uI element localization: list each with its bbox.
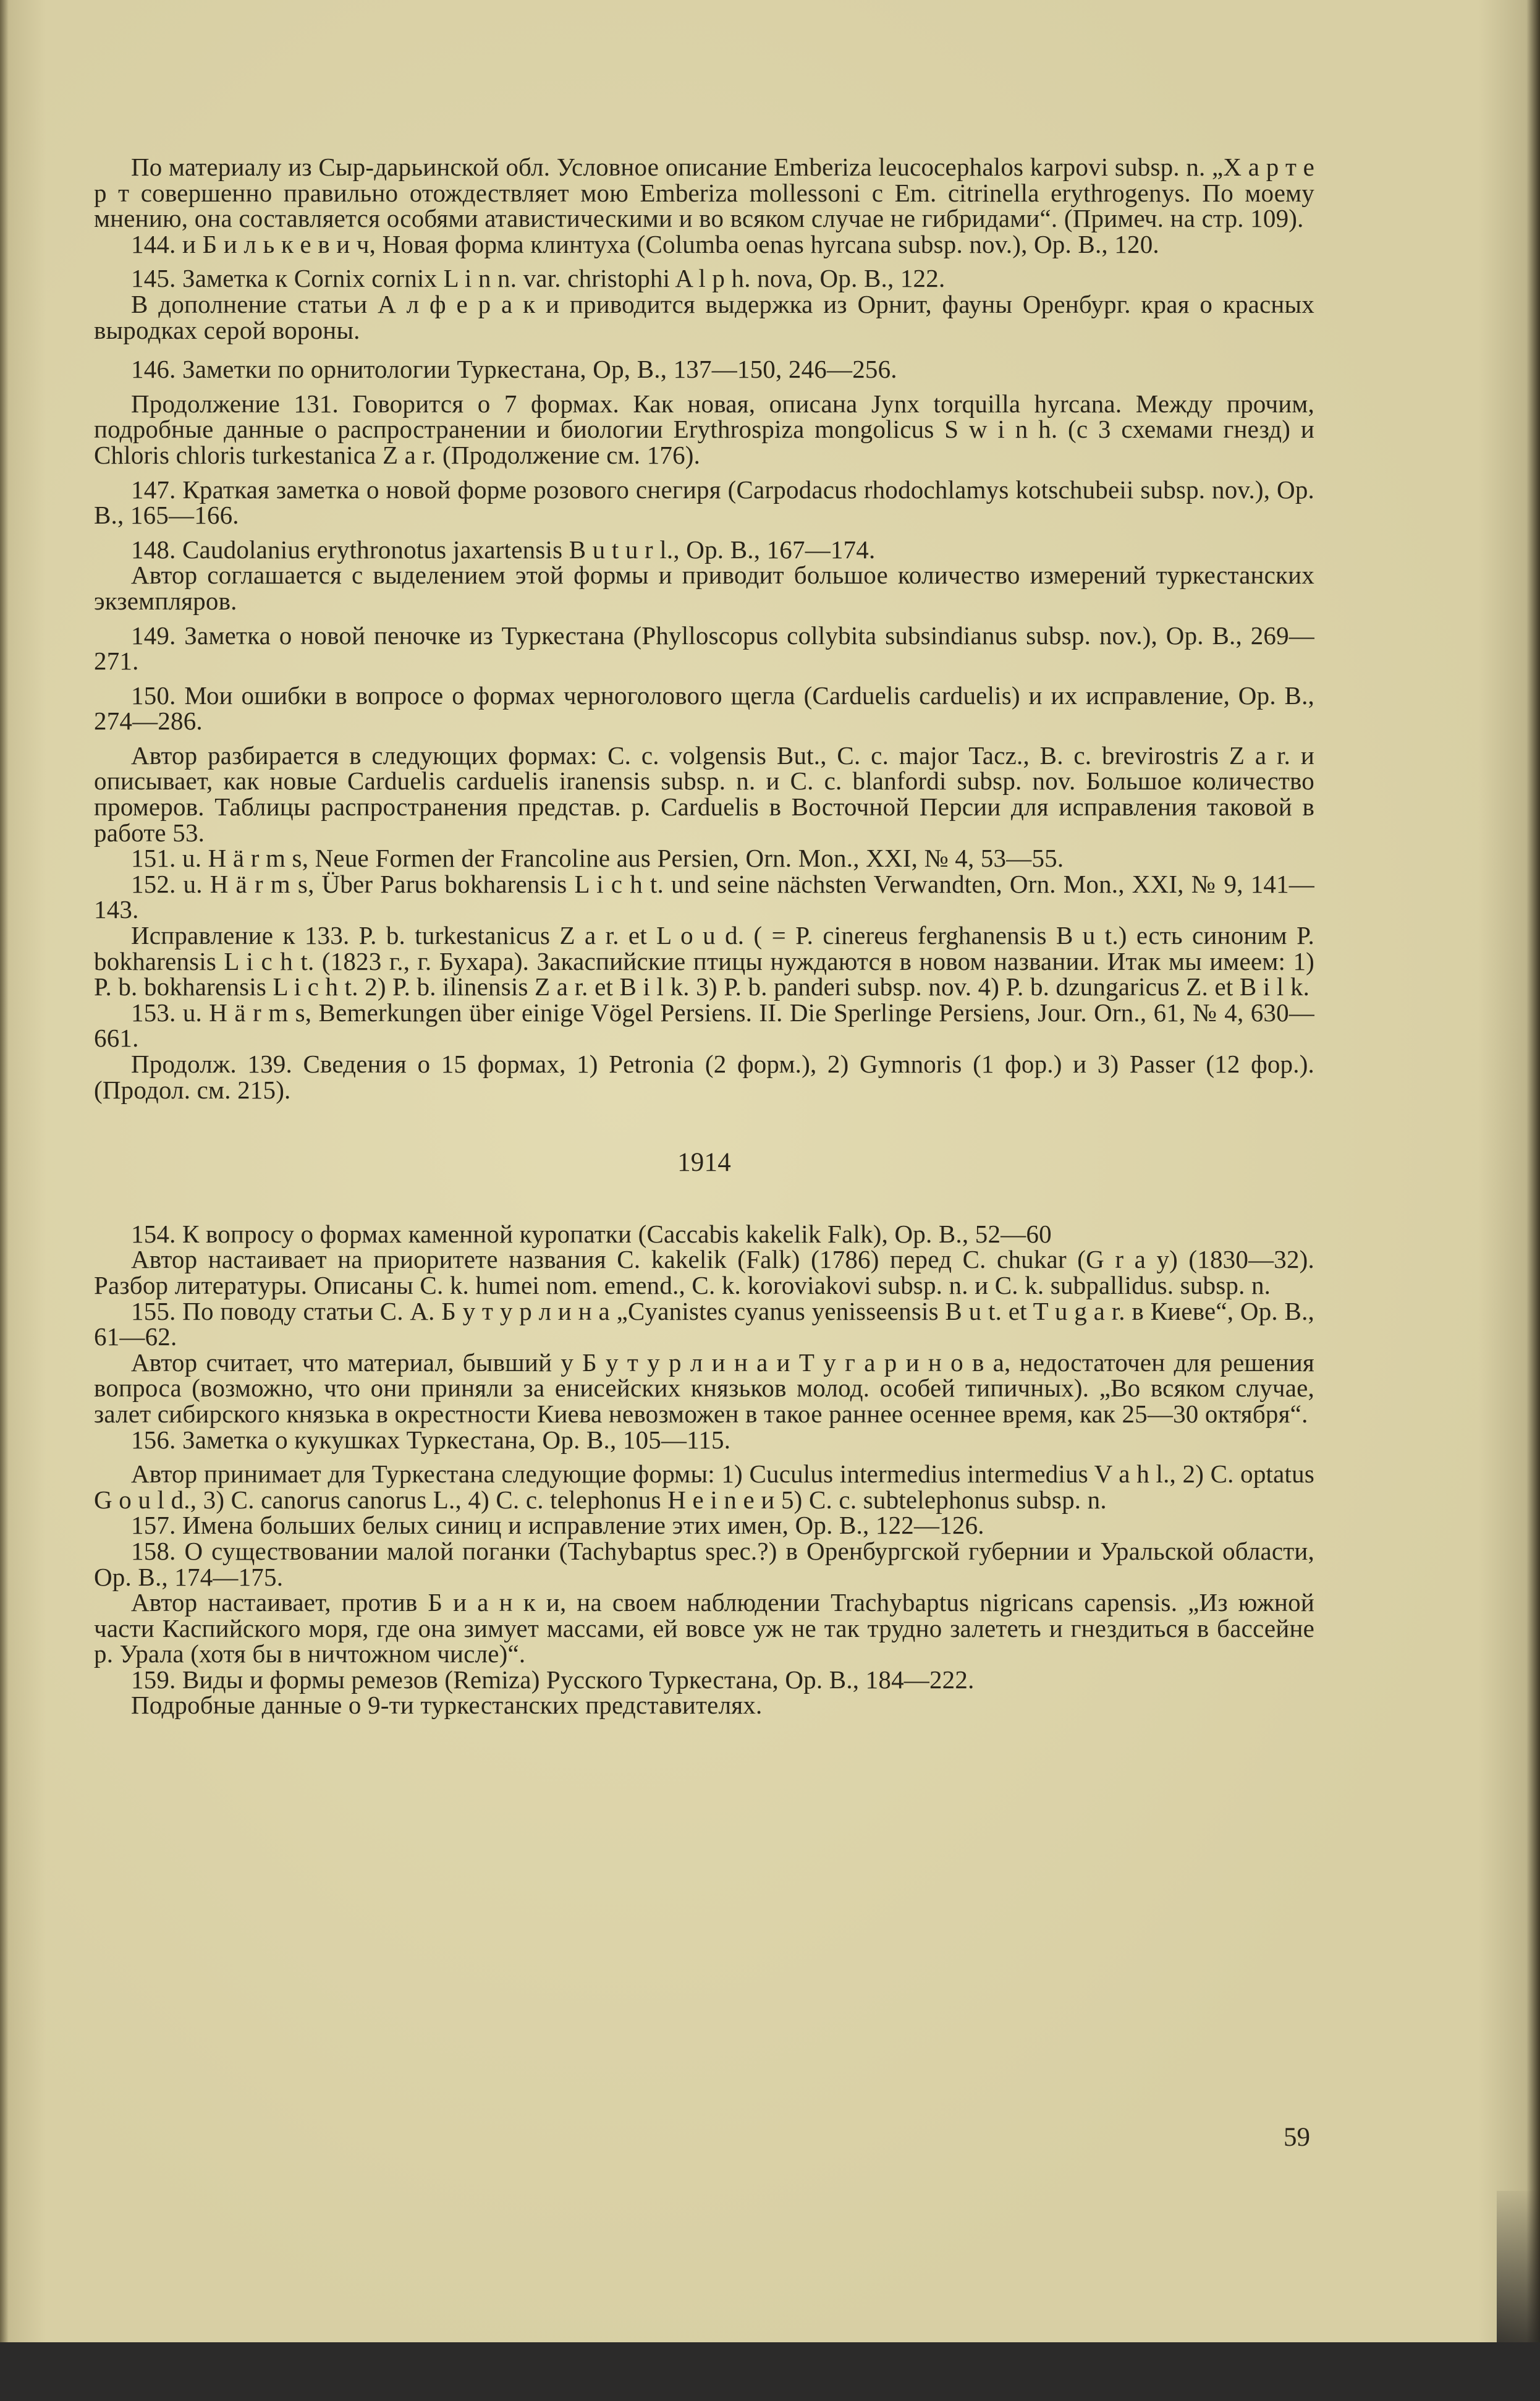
entries-1914 (94, 1219, 1314, 1720)
entry-paragraph: 149. Заметка о новой пеночке из Туркестана (Phylloscopus collybita subsindianus subsp. nov.), Ор. В., 269—271. (94, 621, 1314, 676)
entry-paragraph: 154. К вопросу о формах каменной куропатки (Caccabis kakelik Falk), Ор. В., 52—60 (131, 1219, 1052, 1248)
entry-paragraph: 151. u. H ä r m s, Neue Formen der Francoline aus Persien, Orn. Mon., XXI, № 4, 53—55. (131, 844, 1064, 873)
entry-paragraph: 148. Caudolanius erythronotus jaxartensis B u t u r l., Ор. В., 167—174. (131, 535, 876, 564)
entry-paragraph: Автор соглашается с выделением этой формы и приводит большое количество измерений туркестанских экземпляров. (94, 561, 1314, 615)
entry-paragraph: 152. u. H ä r m s, Über Parus bokharensis L i c h t. und seine nächsten Verwandten, Orn. Mon., XXI, № 9, 141—143. (94, 869, 1314, 924)
entry-paragraph: 158. О существовании малой поганки (Tachybaptus spec.?) в Оренбургской губернии и Уральской области, Ор. В., 174—175. (94, 1536, 1314, 1591)
entry-paragraph: 150. Мои ошибки в вопросе о формах черноголового щегла (Carduelis carduelis) и их исправление, Ор. В., 274—286. (94, 681, 1314, 736)
entries-1913 (94, 155, 1314, 1103)
entry-paragraph: 159. Виды и формы ремезов (Remiza) Русского Туркестана, Ор. В., 184—222. (131, 1665, 975, 1694)
entry-paragraph: По материалу из Сыр-дарьинской обл. Условное описание Emberiza leucocephalos karpovi subsp. n. „Х а р т е р т совершенно правильно отождествляет мою Emberiza mollessoni с Em. citrinella erythrogenys. По моему мнению, она составляется особями атавистическими и во всяком случае не гибридами“. (Примеч. на стр. 109). (94, 153, 1314, 233)
entry-paragraph: Продолжение 131. Говорится о 7 формах. Как новая, описана Jynx torquilla hyrcana. Между прочим, подробные данные о распространении и биологии Erythrospiza mongolicus S w i n h. (с 3 схемами гнезд) и Chloris chloris turkestanica Z a r. (Продолжение см. 176). (94, 389, 1314, 469)
entry-paragraph: Исправление к 133. P. b. turkestanicus Z a r. et L o u d. ( = P. cinereus ferghanensis B u t.) есть синоним P. bokharensis L i c h t. (1823 г., г. Бухара). Закаспийские птицы нуждаются в новом названии. Итак мы имеем: 1) P. b. bokharensis L i c h t. 2) P. b. ilinensis Z a r. et B i l k. 3) P. b. panderi subsp. nov. 4) P. b. dzungaricus Z. et B i l k. (94, 921, 1314, 1001)
entry-paragraph: Автор настаивает на приоритете названия C. kakelik (Falk) (1786) перед C. chukar (G r a y) (1830—32). Разбор литературы. Описаны C. k. humei nom. emend., C. k. koroviakovi subsp. n. и C. k. subpallidus. subsp. n. (94, 1245, 1314, 1299)
entry-paragraph: 147. Краткая заметка о новой форме розового снегиря (Carpodacus rhodochlamys kotschubeii subsp. nov.), Ор. В., 165—166. (94, 475, 1314, 530)
body-text (94, 155, 1314, 1719)
entry-paragraph: 156. Заметка о кукушках Туркестана, Ор. В., 105—115. (131, 1425, 731, 1454)
entry-paragraph: 145. Заметка к Cornix cornix L i n n. var. christophi A l p h. nova, Ор. В., 122. (131, 264, 946, 293)
entry-paragraph: Подробные данные о 9-ти туркестанских представителях. (131, 1691, 763, 1720)
page-right-edge (1526, 0, 1540, 2401)
scan-bottom-border (0, 2342, 1540, 2401)
entry-paragraph: Автор считает, что материал, бывший у Б у т у р л и н а и Т у г а р и н о в а, недостаточен для решения вопроса (возможно, что они приняли за енисейских князьков молод. особей типичных). „Во всяком случае, залет сибирского князька в окрестности Киева невозможен в такое раннее осеннее время, как 25—30 октября“. (94, 1348, 1314, 1428)
entry-paragraph: 153. u. H ä r m s, Bemerkungen über einige Vögel Persiens. II. Die Sperlinge Persiens, Jour. Orn., 61, № 4, 630—661. (94, 998, 1314, 1053)
page-left-edge (0, 0, 9, 2401)
entry-paragraph: 146. Заметки по орнитологии Туркестана, Ор, В., 137—150, 246—256. (131, 355, 897, 384)
entry-paragraph: 157. Имена больших белых синиц и исправление этих имен, Ор. В., 122—126. (131, 1511, 984, 1540)
entry-paragraph: Автор настаивает, против Б и а н к и, на своем наблюдении Trachybaptus nigricans capensis. „Из южной части Каспийского моря, где она зимует массами, ей вовсе уж не так трудно залететь и гнездиться в бассейне р. Урала (хотя бы в ничтожном числе)“. (94, 1588, 1314, 1668)
entry-paragraph: Продолж. 139. Сведения о 15 формах, 1) Petronia (2 форм.), 2) Gymnoris (1 фор.) и 3) Passer (12 фор.). (Продол. см. 215). (94, 1050, 1314, 1104)
entry-paragraph: В дополнение статьи А л ф е р а к и приводится выдержка из Орнит, фауны Оренбург. края о красных выродках серой вороны. (94, 289, 1314, 344)
page-number: 59 (1284, 2123, 1310, 2152)
entry-paragraph: Автор принимает для Туркестана следующие формы: 1) Cuculus intermedius intermedius V a h l., 2) C. optatus G o u l d., 3) C. canorus canorus L., 4) C. c. telephonus H e i n e и 5) C. c. subtelephonus subsp. n. (94, 1460, 1314, 1514)
entry-paragraph: Автор разбирается в следующих формах: C. c. volgensis But., C. c. major Tacz., B. c. brevirostris Z a r. и описывает, как новые Carduelis carduelis iranensis subsp. n. и C. c. blanfordi subsp. nov. Большое количество промеров. Таблицы распространения представ. р. Carduelis в Восточной Персии для исправления таковой в работе 53. (94, 741, 1314, 847)
entry-paragraph: 144. и Б и л ь к е в и ч, Новая форма клинтуха (Columba oenas hyrcana subsp. nov.), Ор. В., 120. (131, 229, 1159, 258)
year-heading: 1914 (677, 1148, 731, 1178)
entry-paragraph: 155. По поводу статьи С. А. Б у т у р л и н а „Cyanistes cyanus yenisseensis B u t. et T u g a r. в Киеве“, Ор. В., 61—62. (94, 1296, 1314, 1351)
